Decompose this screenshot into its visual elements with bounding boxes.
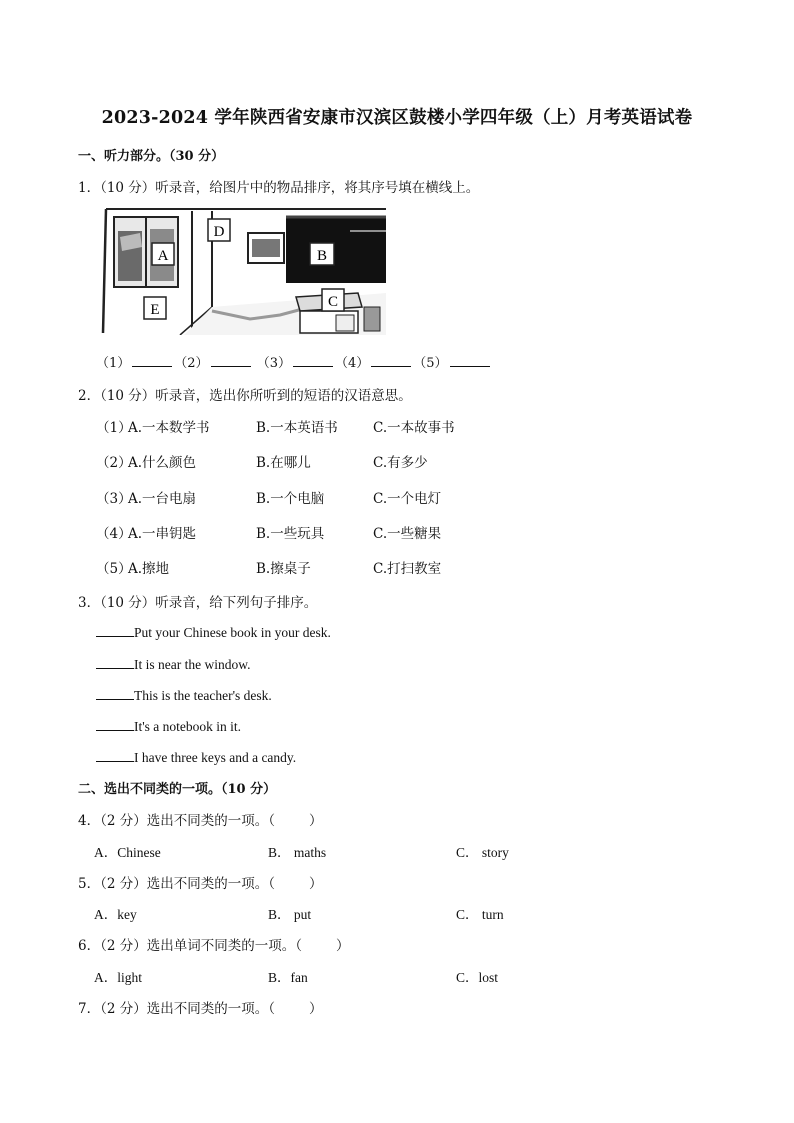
picture-label-c: C <box>327 294 339 310</box>
question-4-text: 4．（2 分）选出不同类的一项。（ ） <box>78 813 323 829</box>
q4-option-b[interactable]: B． maths <box>268 845 327 860</box>
blank-label-2: （2） <box>174 356 209 371</box>
q3-answer-blank[interactable] <box>96 716 134 731</box>
q5-option-c[interactable]: C． turn <box>456 907 504 922</box>
q2-item-5-option-b[interactable]: B.擦桌子 <box>256 561 311 577</box>
q2-item-3-option-c[interactable]: C.一个电灯 <box>373 491 442 507</box>
picture-label-d: D <box>213 224 225 240</box>
blank-label-3: （3） <box>256 356 291 371</box>
answer-blank-1[interactable] <box>132 352 172 367</box>
q3-sentence: This is the teacher's desk. <box>134 688 272 703</box>
q6-option-a[interactable]: A．light <box>94 970 143 985</box>
q2-item-1-option-a[interactable]: A.一本数学书 <box>128 420 210 436</box>
q2-item-2-option-c[interactable]: C.有多少 <box>373 455 428 471</box>
q2-item-5-num: （5） <box>96 561 132 577</box>
q3-answer-blank[interactable] <box>96 654 134 669</box>
q3-sentence-row <box>96 685 272 704</box>
q3-answer-blank[interactable] <box>96 747 134 762</box>
q2-item-4-option-a[interactable]: A.一串钥匙 <box>128 526 197 542</box>
blank-label-5: （5） <box>413 356 448 371</box>
classroom-picture <box>100 207 386 335</box>
q2-item-1-num: （1） <box>96 420 132 436</box>
question-7-text: 7．（2 分）选出不同类的一项。（ ） <box>78 1001 323 1017</box>
question-1-answer-row <box>96 352 492 371</box>
q2-item-5-option-c[interactable]: C.打扫教室 <box>373 561 442 577</box>
q2-item-2-num: （2） <box>96 455 132 471</box>
q4-option-c[interactable]: C． story <box>456 845 509 860</box>
q3-sentence-row <box>96 747 296 766</box>
q5-option-a[interactable]: A．key <box>94 907 137 922</box>
q4-option-a[interactable]: A．Chinese <box>94 845 161 860</box>
question-5-text: 5．（2 分）选出不同类的一项。（ ） <box>78 876 323 892</box>
question-1-text: 1．（10 分）听录音，给图片中的物品排序，将其序号填在横线上。 <box>78 180 480 196</box>
q3-sentence: I have three keys and a candy. <box>134 750 297 765</box>
q2-item-4-num: （4） <box>96 526 132 542</box>
q5-option-b[interactable]: B． put <box>268 907 312 922</box>
page-title: 2023-2024 学年陕西省安康市汉滨区鼓楼小学四年级（上）月考英语试卷 <box>101 108 693 128</box>
q3-sentence-row <box>96 716 241 735</box>
q3-sentence: It's a notebook in it. <box>134 719 242 734</box>
question-2-text: 2．（10 分）听录音，选出你所听到的短语的汉语意思。 <box>78 388 412 404</box>
q2-item-4-option-b[interactable]: B.一些玩具 <box>256 526 325 542</box>
section-heading-listening: 一、听力部分。（30 分） <box>78 149 225 164</box>
q3-sentence-row <box>96 654 250 673</box>
q3-sentence-row <box>96 622 331 641</box>
q3-answer-blank[interactable] <box>96 622 134 637</box>
answer-blank-2[interactable] <box>211 352 251 367</box>
blank-label-1: （1） <box>96 356 131 371</box>
answer-blank-4[interactable] <box>371 352 411 367</box>
q3-sentence: It is near the window. <box>134 657 251 672</box>
q2-item-4-option-c[interactable]: C.一些糖果 <box>373 526 442 542</box>
question-6-text: 6．（2 分）选出单词不同类的一项。（ ） <box>78 938 350 954</box>
answer-blank-3[interactable] <box>293 352 333 367</box>
picture-label-e: E <box>150 302 160 318</box>
q2-item-1-option-c[interactable]: C.一本故事书 <box>373 420 455 436</box>
q2-item-3-num: （3） <box>96 491 132 507</box>
q2-item-3-option-a[interactable]: A.一台电扇 <box>128 491 197 507</box>
q2-item-5-option-a[interactable]: A.擦地 <box>128 561 170 577</box>
q6-option-c[interactable]: C．lost <box>456 970 499 985</box>
q3-answer-blank[interactable] <box>96 685 134 700</box>
section-heading-odd-one-out: 二、选出不同类的一项。（10 分） <box>78 782 277 797</box>
picture-label-b: B <box>316 248 328 264</box>
q2-item-2-option-a[interactable]: A.什么颜色 <box>128 455 197 471</box>
picture-label-a: A <box>157 248 169 264</box>
question-3-text: 3．（10 分）听录音，给下列句子排序。 <box>78 595 318 611</box>
answer-blank-5[interactable] <box>450 352 490 367</box>
q2-item-1-option-b[interactable]: B.一本英语书 <box>256 420 338 436</box>
q2-item-2-option-b[interactable]: B.在哪儿 <box>256 455 311 471</box>
blank-label-4: （4） <box>334 356 370 371</box>
q3-sentence: Put your Chinese book in your desk. <box>134 625 331 640</box>
q6-option-b[interactable]: B．fan <box>268 970 308 985</box>
q2-item-3-option-b[interactable]: B.一个电脑 <box>256 491 325 507</box>
